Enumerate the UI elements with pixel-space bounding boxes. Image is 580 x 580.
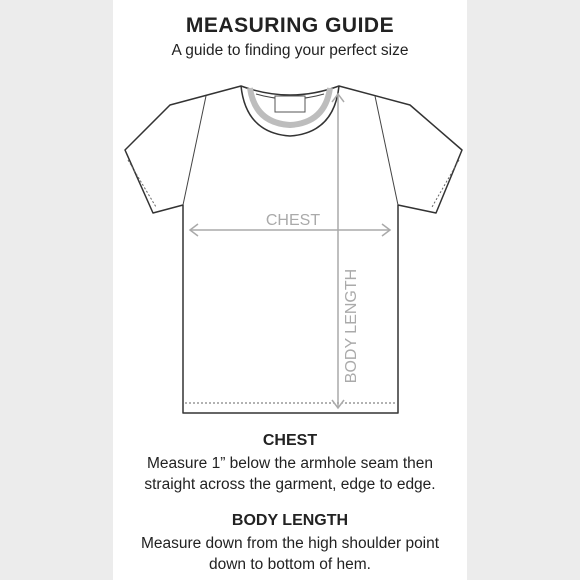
chest-label: CHEST <box>265 212 321 229</box>
body-length-heading: BODY LENGTH <box>231 512 349 529</box>
body-length-label: BODY LENGTH <box>343 268 360 384</box>
page-title: MEASURING GUIDE <box>185 14 395 37</box>
body-length-instructions-line-1: Measure down from the high shoulder point <box>140 535 440 552</box>
chest-instructions-line-1: Measure 1” below the armhole seam then <box>146 455 434 472</box>
body-length-instructions-line-2: down to bottom of hem. <box>209 556 371 573</box>
chest-instructions <box>0 453 580 495</box>
tshirt-neck-label <box>275 96 305 112</box>
chest-heading: CHEST <box>262 432 318 449</box>
chest-instructions-line-2: straight across the garment, edge to edge. <box>144 476 436 493</box>
page-subtitle: A guide to finding your perfect size <box>171 42 409 59</box>
body-length-instructions <box>0 533 580 575</box>
